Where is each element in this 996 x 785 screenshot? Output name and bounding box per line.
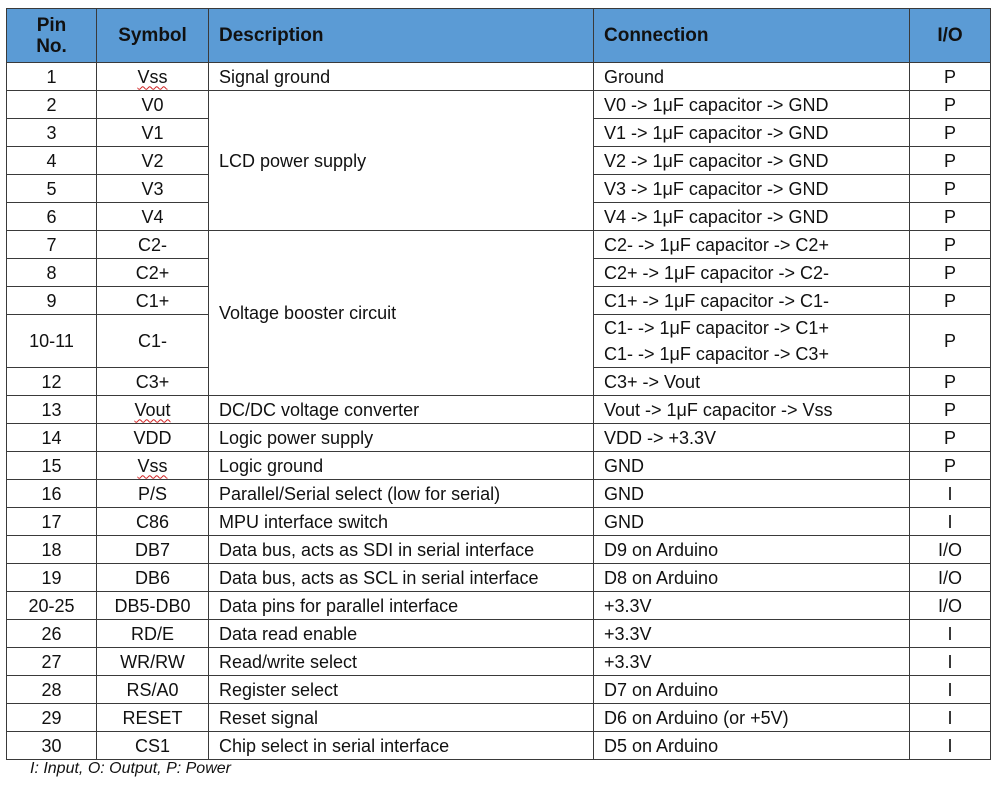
table-row (7, 424, 991, 452)
table-row (7, 648, 991, 676)
symbol-cell: V1 (97, 119, 209, 147)
header-row (7, 9, 991, 63)
io-cell: I (910, 732, 991, 760)
io-cell: P (910, 315, 991, 368)
io-cell: I (910, 620, 991, 648)
pin-cell: 10-11 (7, 315, 97, 368)
io-cell: P (910, 287, 991, 315)
symbol-cell: V4 (97, 203, 209, 231)
pin-cell: 28 (7, 676, 97, 704)
pin-cell: 6 (7, 203, 97, 231)
connection-cell: D6 on Arduino (or +5V) (594, 704, 910, 732)
table-row (7, 396, 991, 424)
table-row (7, 732, 991, 760)
io-cell: I/O (910, 592, 991, 620)
description-cell: Register select (209, 676, 594, 704)
connection-cell: +3.3V (594, 592, 910, 620)
io-cell: I (910, 704, 991, 732)
connection-cell: C1+ -> 1μF capacitor -> C1- (594, 287, 910, 315)
symbol-cell: C1- (97, 315, 209, 368)
description-cell: Data bus, acts as SDI in serial interface (209, 536, 594, 564)
description-cell: Logic ground (209, 452, 594, 480)
symbol-cell: WR/RW (97, 648, 209, 676)
description-cell: Voltage booster circuit (209, 231, 594, 396)
pin-cell: 27 (7, 648, 97, 676)
symbol-cell: CS1 (97, 732, 209, 760)
header-description: Description (209, 9, 594, 63)
symbol-cell: C2- (97, 231, 209, 259)
symbol-cell: V2 (97, 147, 209, 175)
pin-cell: 14 (7, 424, 97, 452)
description-cell: Signal ground (209, 63, 594, 91)
pin-cell: 3 (7, 119, 97, 147)
connection-cell: D8 on Arduino (594, 564, 910, 592)
description-cell: Chip select in serial interface (209, 732, 594, 760)
table-row (7, 508, 991, 536)
symbol-cell: V0 (97, 91, 209, 119)
pin-cell: 5 (7, 175, 97, 203)
pin-cell: 16 (7, 480, 97, 508)
io-cell: P (910, 368, 991, 396)
connection-cell: C2+ -> 1μF capacitor -> C2- (594, 259, 910, 287)
symbol-cell: DB6 (97, 564, 209, 592)
connection-cell: C2- -> 1μF capacitor -> C2+ (594, 231, 910, 259)
symbol-cell: V3 (97, 175, 209, 203)
symbol-cell: C2+ (97, 259, 209, 287)
description-cell: Data pins for parallel interface (209, 592, 594, 620)
pin-cell: 17 (7, 508, 97, 536)
symbol-cell: Vss (97, 63, 209, 91)
connection-cell: V1 -> 1μF capacitor -> GND (594, 119, 910, 147)
pin-cell: 9 (7, 287, 97, 315)
symbol-cell: C3+ (97, 368, 209, 396)
symbol-cell: RESET (97, 704, 209, 732)
symbol-cell: RS/A0 (97, 676, 209, 704)
pin-cell: 30 (7, 732, 97, 760)
pin-cell: 15 (7, 452, 97, 480)
io-cell: P (910, 119, 991, 147)
pin-cell: 4 (7, 147, 97, 175)
io-cell: I (910, 508, 991, 536)
pin-cell: 12 (7, 368, 97, 396)
connection-line: C1- -> 1μF capacitor -> C3+ (604, 344, 829, 364)
table-row (7, 231, 991, 259)
connection-cell: Ground (594, 63, 910, 91)
symbol-cell: DB7 (97, 536, 209, 564)
connection-line: C1- -> 1μF capacitor -> C1+ (604, 318, 829, 338)
table-row (7, 91, 991, 119)
connection-cell: V4 -> 1μF capacitor -> GND (594, 203, 910, 231)
pin-table (6, 8, 991, 760)
symbol-cell: P/S (97, 480, 209, 508)
io-cell: P (910, 63, 991, 91)
io-cell: I/O (910, 564, 991, 592)
description-cell: Data bus, acts as SCL in serial interface (209, 564, 594, 592)
connection-cell: +3.3V (594, 620, 910, 648)
pin-cell: 20-25 (7, 592, 97, 620)
connection-cell: D9 on Arduino (594, 536, 910, 564)
connection-cell: D5 on Arduino (594, 732, 910, 760)
symbol-cell: Vss (97, 452, 209, 480)
io-cell: P (910, 147, 991, 175)
connection-cell: D7 on Arduino (594, 676, 910, 704)
header-io: I/O (910, 9, 991, 63)
description-cell: Reset signal (209, 704, 594, 732)
io-cell: I (910, 676, 991, 704)
description-cell: Read/write select (209, 648, 594, 676)
io-cell: P (910, 259, 991, 287)
symbol-cell: C86 (97, 508, 209, 536)
table-row (7, 536, 991, 564)
header-connection: Connection (594, 9, 910, 63)
pin-cell: 7 (7, 231, 97, 259)
connection-cell: V2 -> 1μF capacitor -> GND (594, 147, 910, 175)
io-cell: P (910, 175, 991, 203)
connection-cell: +3.3V (594, 648, 910, 676)
pin-cell: 19 (7, 564, 97, 592)
header-pin-no: Pin No. (7, 9, 97, 63)
connection-cell: V0 -> 1μF capacitor -> GND (594, 91, 910, 119)
connection-cell: GND (594, 452, 910, 480)
connection-cell: Vout -> 1μF capacitor -> Vss (594, 396, 910, 424)
description-cell: Parallel/Serial select (low for serial) (209, 480, 594, 508)
connection-cell: V3 -> 1μF capacitor -> GND (594, 175, 910, 203)
table-row (7, 452, 991, 480)
io-cell: P (910, 396, 991, 424)
symbol-cell: C1+ (97, 287, 209, 315)
io-cell: I (910, 648, 991, 676)
pin-cell: 2 (7, 91, 97, 119)
description-cell: DC/DC voltage converter (209, 396, 594, 424)
io-cell: P (910, 203, 991, 231)
pin-cell: 29 (7, 704, 97, 732)
connection-cell: GND (594, 508, 910, 536)
pin-cell: 18 (7, 536, 97, 564)
connection-cell: C3+ -> Vout (594, 368, 910, 396)
pin-cell: 1 (7, 63, 97, 91)
header-symbol: Symbol (97, 9, 209, 63)
table-row (7, 676, 991, 704)
connection-cell (594, 315, 910, 368)
io-cell: I/O (910, 536, 991, 564)
symbol-cell: Vout (97, 396, 209, 424)
table-row (7, 564, 991, 592)
io-cell: P (910, 231, 991, 259)
pin-cell: 26 (7, 620, 97, 648)
io-cell: I (910, 480, 991, 508)
symbol-cell: RD/E (97, 620, 209, 648)
pin-cell: 8 (7, 259, 97, 287)
io-cell: P (910, 91, 991, 119)
connection-cell: GND (594, 480, 910, 508)
description-cell: Data read enable (209, 620, 594, 648)
io-cell: P (910, 452, 991, 480)
table-row (7, 63, 991, 91)
pin-cell: 13 (7, 396, 97, 424)
table-row (7, 704, 991, 732)
symbol-cell: DB5-DB0 (97, 592, 209, 620)
description-cell: LCD power supply (209, 91, 594, 231)
io-cell: P (910, 424, 991, 452)
description-cell: MPU interface switch (209, 508, 594, 536)
description-cell: Logic power supply (209, 424, 594, 452)
footnote: I: Input, O: Output, P: Power (30, 760, 231, 777)
connection-cell: VDD -> +3.3V (594, 424, 910, 452)
symbol-cell: VDD (97, 424, 209, 452)
table-row (7, 620, 991, 648)
table-row (7, 592, 991, 620)
table-row (7, 480, 991, 508)
